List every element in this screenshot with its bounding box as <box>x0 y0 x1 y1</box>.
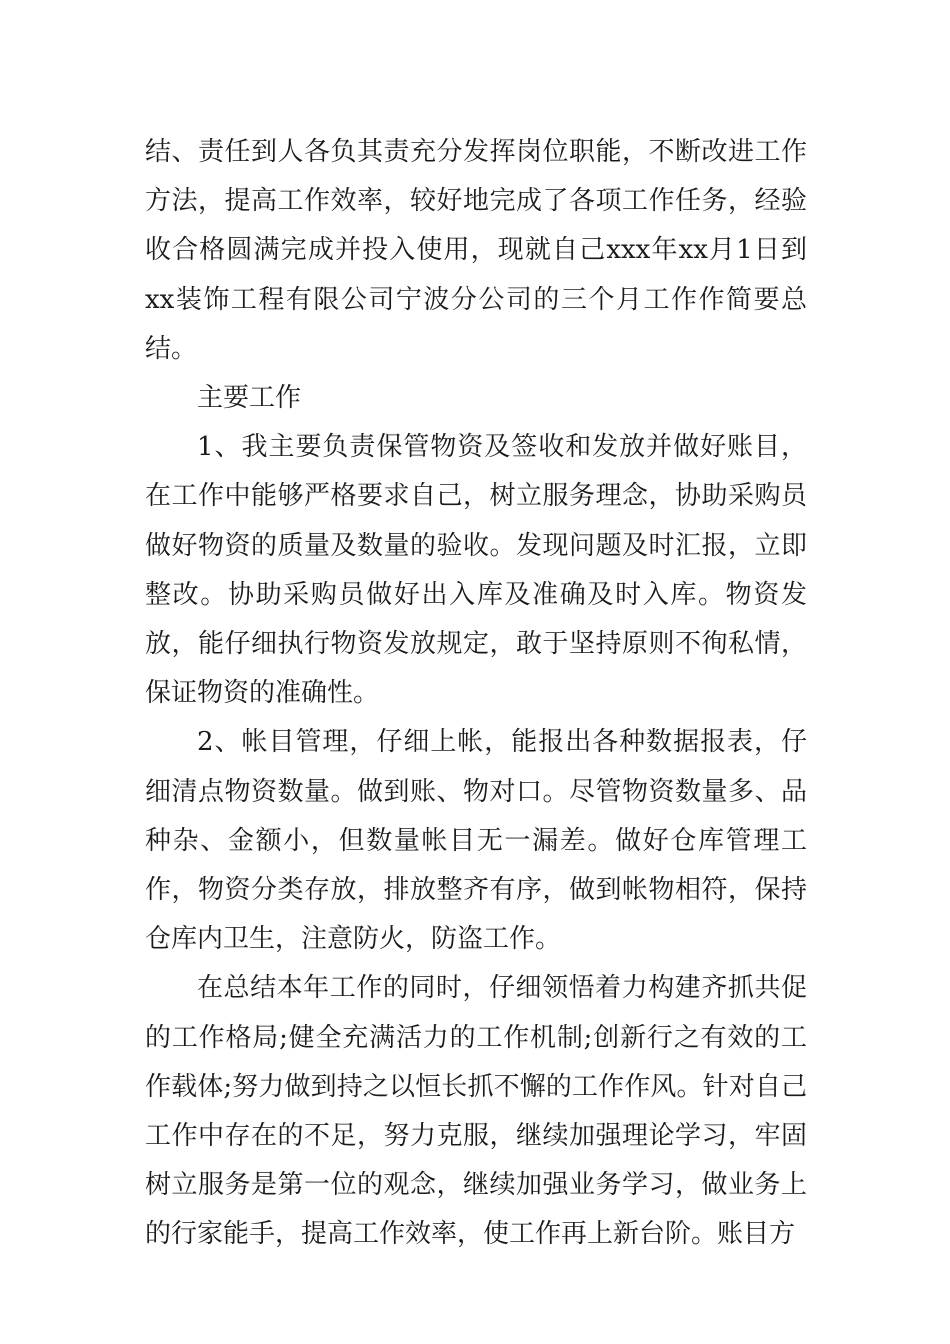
paragraph-summary-plans: 在总结本年工作的同时，仔细领悟着力构建齐抓共促的工作格局;健全充满活力的工作机制;创新行之有效的工作载体;努力做到持之以恒长抓不懈的工作作风。针对自己工作中存在的不足，努力克服，继续加强理论学习，牢固树立服务是第一位的观念，继续加强业务学习，做业务上的行家能手，提高工作效率，使工作再上新台阶。账目方 <box>145 973 807 1250</box>
paragraph-item-1-materials: 1、我主要负责保管物资及签收和发放并做好账目，在工作中能够严格要求自己，树立服务理念，协助采购员做好物资的质量及数量的验收。发现问题及时汇报，立即整改。协助采购员做好出入库及准确及时入库。物资发放，能仔细执行物资发放规定，敢于坚持原则不徇私情，保证物资的准确性。 <box>145 432 807 709</box>
document-body <box>145 128 807 1260</box>
paragraph-intro-continuation: 结、责任到人各负其责充分发挥岗位职能，不断改进工作方法，提高工作效率，较好地完成了各项工作任务，经验收合格圆满完成并投入使用，现就自己xxx年xx月1日到xx装饰工程有限公司宁波分公司的三个月工作作简要总结。 <box>145 137 807 364</box>
paragraph-item-2-accounts: 2、帐目管理，仔细上帐，能报出各种数据报表，仔细清点物资数量。做到账、物对口。尽管物资数量多、品种杂、金额小，但数量帐目无一漏差。做好仓库管理工作，物资分类存放，排放整齐有序，做到帐物相符，保持仓库内卫生，注意防火，防盗工作。 <box>145 727 807 955</box>
section-heading-main-work: 主要工作 <box>197 383 302 414</box>
